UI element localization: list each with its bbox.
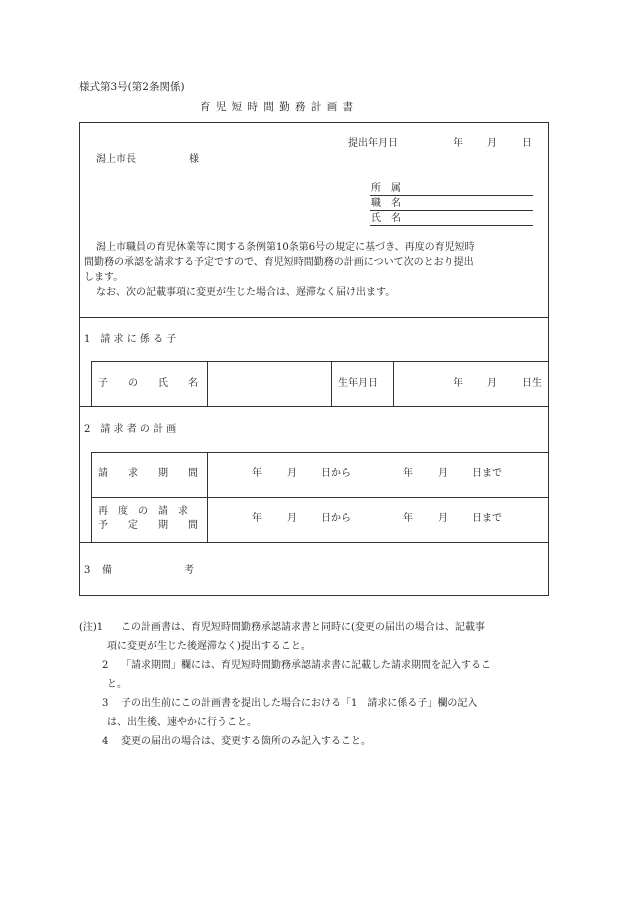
submission-date-label: 提出年月日 (348, 138, 398, 149)
submission-month-label: 月 (487, 138, 497, 149)
name-underline (370, 225, 533, 226)
request-to-month: 月 (438, 468, 448, 479)
intro-line-1: 潟上市職員の育児休業等に関する条例第10条第6号の規定に基づき、再度の育児短時 (96, 242, 475, 253)
request-from-year: 年 (252, 468, 262, 479)
re-request-label-line2: 予 定 期 間 (98, 520, 198, 531)
position-label: 職 名 (371, 198, 401, 209)
page-title: 育 児 短 時 間 勤 務 計 画 書 (200, 101, 355, 113)
intro-line-3: します。 (84, 272, 124, 283)
request-period-label: 請 求 期 間 (98, 468, 198, 479)
note-4-number: 4 (102, 736, 109, 747)
section1-heading: 1 請 求 に 係 る 子 (84, 334, 177, 345)
section1-table-bottom (79, 406, 549, 407)
addressee-honorific: 様 (189, 154, 199, 165)
request-from-month: 月 (287, 468, 297, 479)
section1-table-top (91, 361, 549, 362)
submission-day-label: 日 (522, 138, 532, 149)
re-request-from-month: 月 (287, 513, 297, 524)
birth-year-label: 年 (453, 378, 463, 389)
request-to-year: 年 (403, 468, 413, 479)
birth-month-label: 月 (487, 378, 497, 389)
birth-date-label: 生年月日 (338, 378, 378, 389)
section1-table-left (91, 361, 92, 406)
section3-number: 3 (84, 565, 91, 576)
re-request-from-day: 日から (321, 513, 351, 524)
note-4-line-1: 変更の届出の場合は、変更する箇所のみ記入すること。 (121, 736, 371, 747)
addressee: 潟上市長 (96, 154, 136, 165)
affiliation-underline (370, 195, 533, 196)
re-request-to-month: 月 (438, 513, 448, 524)
re-request-from-year: 年 (252, 513, 262, 524)
birth-day-label: 日生 (522, 378, 542, 389)
section1-col-divider-1 (207, 361, 208, 406)
section2-table-top (91, 452, 549, 453)
note-1-line-2: 項に変更が生じた後遅滞なく)提出すること。 (107, 641, 311, 652)
divider-intro (79, 317, 549, 318)
re-request-to-day: 日まで (472, 513, 502, 524)
note-2-line-1: 「請求期間」欄には、育児短時間勤務承認請求書に記載した請求期間を記入するこ (121, 660, 491, 671)
request-from-day: 日から (321, 468, 351, 479)
affiliation-label: 所 属 (371, 183, 401, 194)
request-to-day: 日まで (472, 468, 502, 479)
position-underline (370, 210, 533, 211)
re-request-label-line1: 再 度 の 請 求 (98, 506, 188, 517)
note-1-line-1: この計画書は、育児短時間勤務承認請求書と同時に(変更の届出の場合は、記載事 (121, 622, 485, 633)
name-label: 氏 名 (371, 213, 401, 224)
section2-row-divider (91, 497, 549, 498)
section3-heading-a: 備 (102, 565, 112, 576)
re-request-to-year: 年 (403, 513, 413, 524)
section3-heading-b: 考 (184, 565, 194, 576)
note-3-number: 3 (102, 698, 109, 709)
note-3-line-2: は、出生後、速やかに行うこと。 (107, 717, 257, 728)
note-2-line-2: と。 (107, 679, 127, 690)
child-name-label: 子 の 氏 名 (98, 378, 198, 389)
intro-line-4: なお、次の記載事項に変更が生じた場合は、遅滞なく届け出ます。 (96, 287, 396, 298)
note-1-prefix: (注)1 (79, 622, 104, 633)
section2-table-bottom (79, 542, 549, 543)
section2-heading: 2 請 求 者 の 計 画 (84, 424, 177, 435)
child-name-value[interactable] (212, 379, 326, 391)
note-3-line-1: 子の出生前にこの計画書を提出した場合における「1 請求に係る子」欄の記入 (121, 698, 478, 709)
section1-col-divider-3 (393, 361, 394, 406)
intro-line-2: 間勤務の承認を請求する予定ですので、育児短時間勤務の計画について次のとおり提出 (84, 257, 474, 268)
form-number-label: 様式第3号(第2条関係) (79, 81, 185, 93)
submission-year-label: 年 (453, 138, 463, 149)
section1-col-divider-2 (331, 361, 332, 406)
note-2-number: 2 (102, 660, 109, 671)
